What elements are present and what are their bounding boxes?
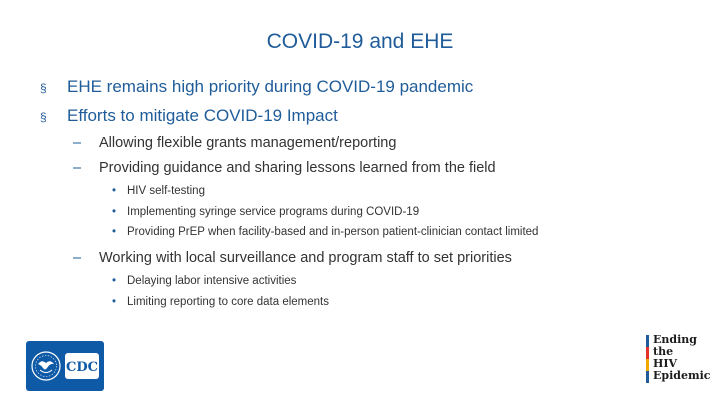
ehe-color-bar: [646, 335, 649, 383]
section-marker: §: [40, 110, 47, 124]
ehe-logo-line: Epidemic: [653, 369, 711, 382]
sub-bullet-item: [73, 249, 700, 268]
cdc-logo: [26, 341, 104, 391]
detail-bullet-text: Delaying labor intensive activities: [127, 275, 297, 287]
cdc-text: CDC: [66, 360, 98, 375]
dash-marker: –: [73, 250, 82, 266]
dot-marker: •: [112, 205, 117, 218]
ehe-logo-line: HIV: [653, 357, 678, 370]
sub-bullet-item: [73, 134, 700, 153]
sub-bullet-text: Providing guidance and sharing lessons learned from the field: [99, 160, 496, 176]
detail-bullet-item: [112, 274, 700, 288]
detail-bullet-text: Providing PrEP when facility-based and in-person patient-clinician contact limited: [127, 226, 539, 238]
ehe-logo-text: [653, 334, 710, 382]
dash-marker: –: [73, 135, 82, 151]
ending-the-hiv-epidemic-logo: [646, 331, 720, 387]
ehe-bar-segment: [646, 359, 649, 371]
bullet-item: [40, 105, 700, 128]
bullet-item: [40, 76, 700, 99]
ehe-bar-segment: [646, 371, 649, 383]
dot-marker: •: [112, 185, 117, 197]
detail-bullet-item: [112, 205, 700, 219]
ehe-logo-line: Ending: [653, 333, 697, 346]
section-marker: §: [40, 81, 47, 95]
bullet-list: [40, 76, 700, 315]
slide-title: COVID-19 and EHE: [266, 30, 454, 53]
dot-marker: •: [112, 275, 117, 287]
ehe-bar-segment: [646, 335, 649, 347]
detail-bullet-text: Limiting reporting to core data elements: [127, 295, 329, 308]
bullet-text: Efforts to mitigate COVID-19 Impact: [67, 106, 338, 125]
bullet-text: EHE remains high priority during COVID-19 pandemic: [67, 77, 474, 96]
detail-bullet-text: Implementing syringe service programs during COVID-19: [127, 205, 420, 218]
sub-bullet-item: [73, 159, 700, 178]
sub-bullet-text: Working with local surveillance and program staff to set priorities: [99, 250, 512, 266]
ehe-logo-line: the: [653, 345, 674, 358]
detail-bullet-item: [112, 184, 700, 198]
sub-bullet-text: Allowing flexible grants management/reporting: [99, 135, 397, 151]
detail-bullet-text: HIV self-testing: [127, 185, 205, 197]
dot-marker: •: [112, 226, 117, 238]
ehe-bar-segment: [646, 347, 649, 359]
dash-marker: –: [73, 160, 82, 176]
detail-bullet-item: [112, 225, 700, 239]
detail-bullet-item: [112, 295, 700, 309]
hhs-eagle-icon: [32, 352, 60, 380]
dot-marker: •: [112, 295, 117, 308]
